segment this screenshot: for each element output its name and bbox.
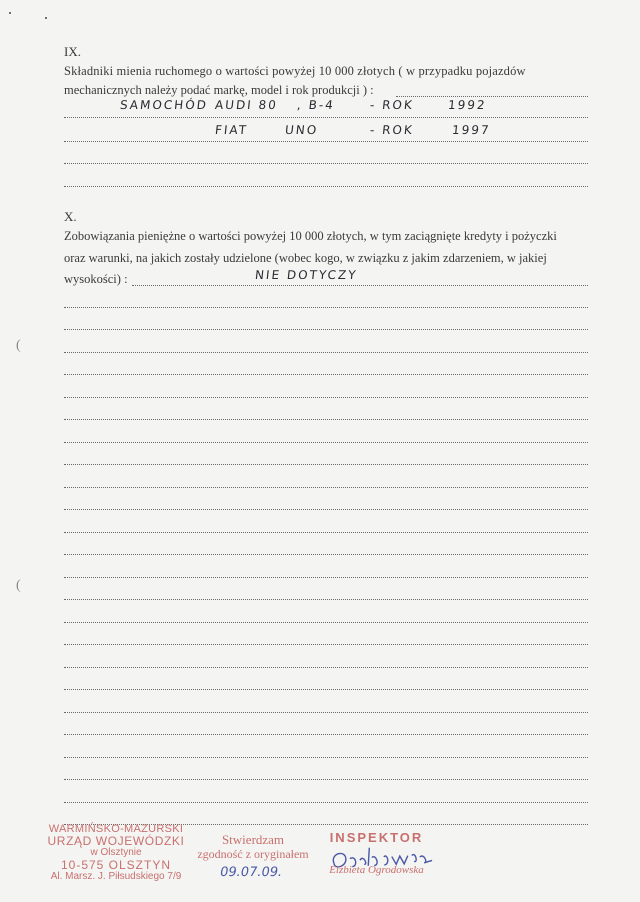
dotted-line [64,163,588,164]
dotted-line [64,689,588,690]
dotted-line [64,532,588,533]
section-x-number: X. [64,209,77,224]
dotted-line [132,285,588,286]
inspector-stamp-title: INSPEKTOR [329,830,424,845]
margin-mark: ( [16,338,21,353]
handwritten-vehicle-type: SAMOCHÓD [119,98,209,112]
dotted-line [64,577,588,578]
inspector-stamp-name: Elżbieta Ogrodowska [329,864,424,876]
dotted-line [64,141,588,142]
handwritten-vehicle2-year: 1997 [451,123,492,137]
dotted-line [64,419,588,420]
dotted-line [64,487,588,488]
dotted-line [64,374,588,375]
certify-stamp [188,833,318,861]
handwritten-vehicle2-year-label: - ROK [369,123,415,137]
section-x-text-line3: wysokości) : [64,272,128,286]
dotted-line [64,667,588,668]
section-ix-text-line2: mechanicznych należy podać markę, model i rok produkcji ) : [64,83,374,97]
dotted-line [64,644,588,645]
certify-date: 09.07.09. [218,865,284,880]
scan-speck [9,12,11,14]
handwritten-vehicle-model: AUDI 80 [214,98,279,112]
dotted-line [64,464,588,465]
dotted-line [64,329,588,330]
handwritten-vehicle-variant: , B-4 [296,98,336,112]
office-stamp-line5: Al. Marsz. J. Piłsudskiego 7/9 [50,871,182,882]
handwritten-vehicle2-model: UNO [284,123,319,137]
margin-mark: ( [16,578,21,593]
office-stamp-line3: w Olsztynie [90,847,142,858]
certify-stamp-line1: Stwierdzam [221,832,285,847]
section-x-text-line1: Zobowiązania pieniężne o wartości powyżej 10 000 złotych, w tym zaciągnięte kredyty i pożyczki [64,229,557,243]
dotted-line [64,442,588,443]
section-ix-text-line1: Składniki mienia ruchomego o wartości powyżej 10 000 złotych ( w przypadku pojazdów [64,64,526,78]
dotted-line [64,307,588,308]
dotted-line [396,96,588,97]
office-stamp-line2: URZĄD WOJEWÓDZKI [47,834,185,848]
office-stamp [36,823,196,883]
dotted-line [64,186,588,187]
scan-speck [45,17,47,19]
dotted-line [64,622,588,623]
dotted-line [64,397,588,398]
certify-stamp-line2: zgodność z oryginałem [197,847,309,861]
dotted-line [64,599,588,600]
dotted-line [64,712,588,713]
dotted-line [64,757,588,758]
dotted-line [64,554,588,555]
handwritten-vehicle-year-label: - ROK [369,98,415,112]
handwritten-vehicle2-make: FIAT [214,123,249,137]
dotted-line [64,779,588,780]
office-stamp-line4: 10-575 OLSZTYN [60,858,172,872]
office-stamp-line1: WARMIŃSKO-MAZURSKI [48,823,184,835]
dotted-line [64,509,588,510]
dotted-line [64,117,588,118]
handwritten-vehicle-year: 1992 [447,98,488,112]
dotted-line [64,802,588,803]
section-x-text-line2: oraz warunki, na jakich zostały udzielone (wobec kogo, w związku z jakim zdarzeniem, w jakiej [64,251,547,265]
dotted-line [64,734,588,735]
dotted-line [64,352,588,353]
section-ix-number: IX. [64,44,81,59]
handwritten-not-applicable: NIE DOTYCZY [254,268,359,282]
